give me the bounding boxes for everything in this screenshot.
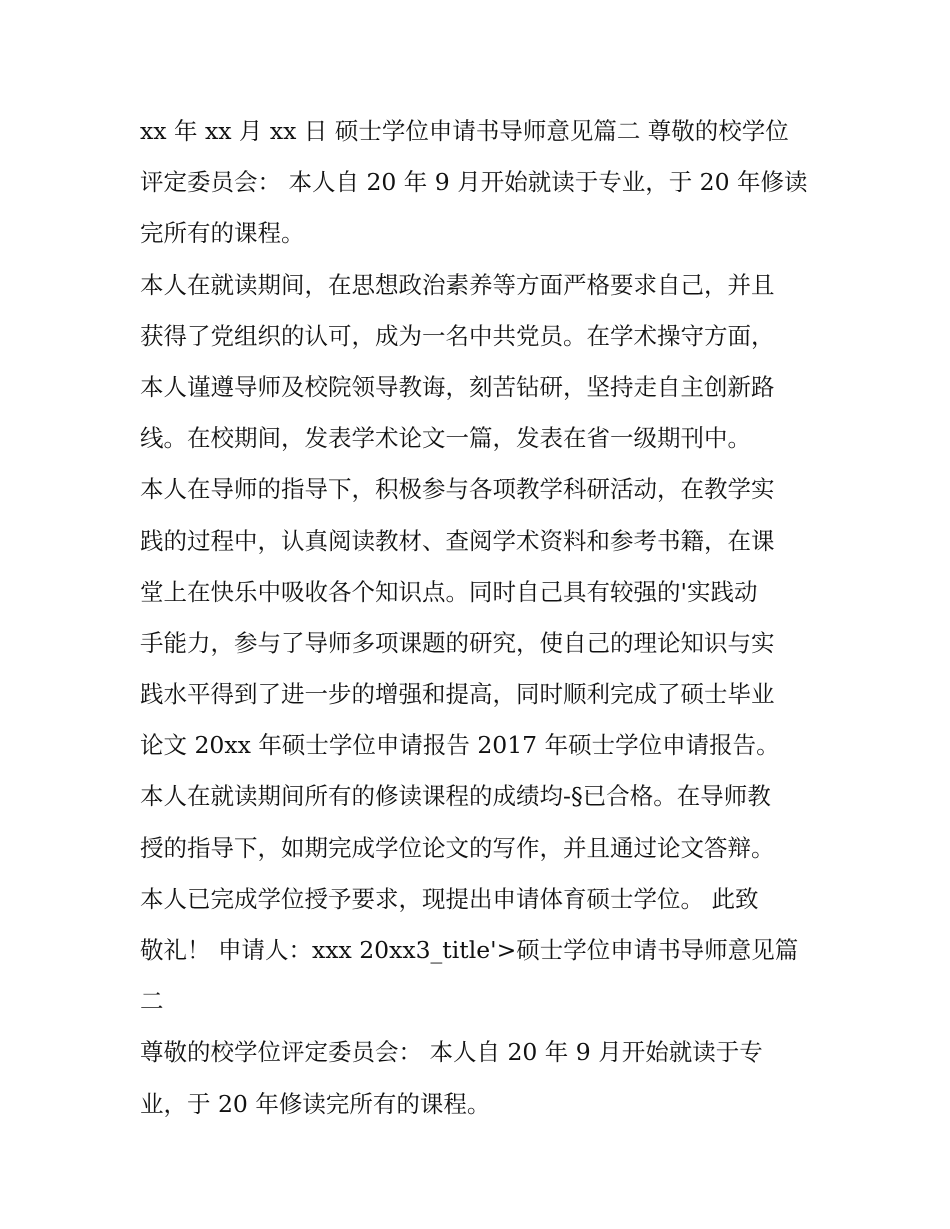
- text-line: 本人在导师的指导下，积极参与各项教学科研活动，在教学实: [140, 475, 775, 504]
- text-line: 完所有的课程。: [140, 219, 305, 248]
- text-line: 评定委员会： 本人自 20 年 9 月开始就读于专业，于 20 年修读: [140, 168, 808, 197]
- text-line: 本人已完成学位授予要求，现提出申请体育硕士学位。 此致: [140, 884, 759, 913]
- text-line: 践水平得到了进一步的增强和提高，同时顺利完成了硕士毕业: [140, 680, 775, 709]
- text-line: 论文 20xx 年硕士学位申请报告 2017 年硕士学位申请报告。: [140, 731, 780, 760]
- text-line: 践的过程中，认真阅读教材、查阅学术资料和参考书籍，在课: [140, 526, 775, 555]
- text-line: 敬礼！ 申请人：xxx 20xx3_title'>硕士学位申请书导师意见篇: [140, 936, 799, 964]
- document-body: [140, 106, 820, 1130]
- text-line: 业，于 20 年修读完所有的课程。: [140, 1089, 491, 1118]
- text-line: 本人在就读期间，在思想政治素养等方面严格要求自己，并且: [140, 270, 775, 299]
- text-line: 尊敬的校学位评定委员会： 本人自 20 年 9 月开始就读于专: [140, 1038, 763, 1067]
- text-line: 堂上在快乐中吸收各个知识点。同时自己具有较强的'实践动: [140, 577, 758, 606]
- text-line: 线。在校期间，发表学术论文一篇，发表在省一级期刊中。: [140, 424, 751, 453]
- text-line: xx 年 xx 月 xx 日 硕士学位申请书导师意见篇二 尊敬的校学位: [140, 117, 789, 145]
- text-line: 获得了党组织的认可，成为一名中共党员。在学术操守方面，: [140, 321, 775, 350]
- text-line: 本人谨遵导师及校院领导教诲，刻苦钻研，坚持走自主创新路: [140, 372, 775, 401]
- text-line: 授的指导下，如期完成学位论文的写作，并且通过论文答辩。: [140, 833, 775, 862]
- text-line: 手能力，参与了导师多项课题的研究，使自己的理论知识与实: [140, 628, 775, 657]
- text-line: 本人在就读期间所有的修读课程的成绩均-§已合格。在导师教: [140, 782, 771, 811]
- text-line: 二: [140, 987, 164, 1016]
